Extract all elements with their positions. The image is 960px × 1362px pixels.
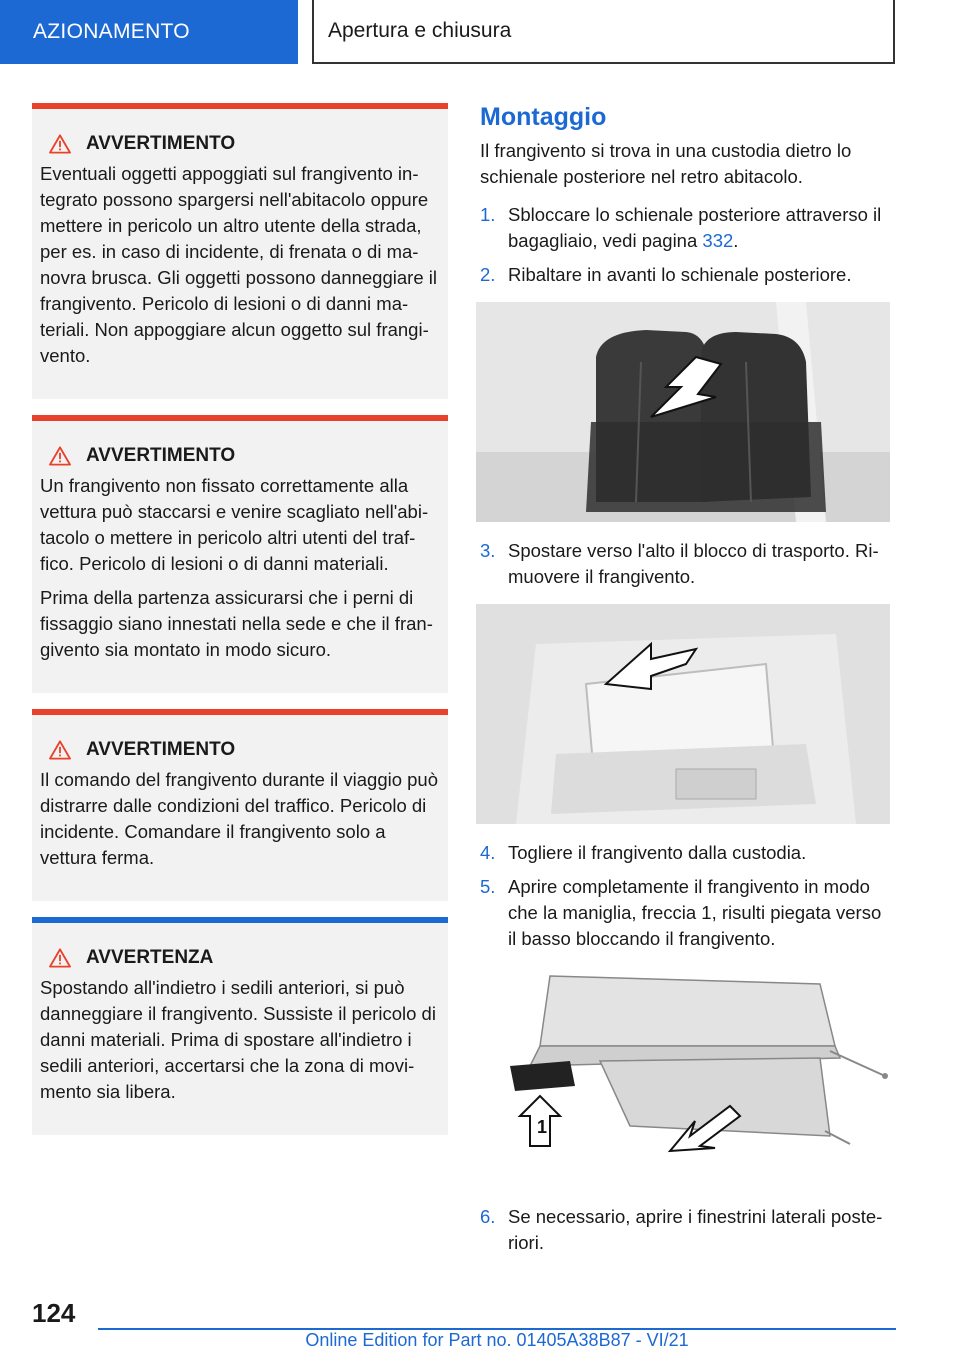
step-text: Sbloccare lo schienale posteriore attraverso il bagagliaio, vedi pagina 332.	[508, 204, 882, 251]
notice-title: AVVERTENZA	[86, 947, 214, 968]
warning-text: Un frangivento non fissato correttamente alla vettura può staccarsi e venire scagliato nell'abitacolo o mettere in pericolo altri utenti del traffico. Pericolo di lesioni o di danni materiali.	[40, 475, 429, 574]
warning-triangle-icon	[49, 134, 71, 154]
page-number: 124	[32, 1298, 76, 1328]
step-text: Togliere il frangivento dalla custodia.	[508, 842, 807, 863]
step-item	[480, 874, 892, 952]
warning-heading	[40, 445, 439, 467]
step-text: Se necessario, aprire i finestrini laterali posteriori.	[508, 1206, 883, 1253]
step-number: 3.	[480, 540, 496, 561]
warning-box-1	[32, 103, 448, 399]
instructions-column	[480, 103, 892, 1264]
step-item	[480, 1204, 892, 1256]
step-number: 1.	[480, 204, 496, 225]
warning-triangle-icon	[49, 446, 71, 466]
warning-heading	[40, 739, 439, 761]
step-item	[480, 262, 892, 288]
figure-callout-label: 1	[537, 1117, 548, 1137]
section-title: Montaggio	[480, 103, 607, 131]
step-item	[480, 202, 892, 254]
step-text: Ribaltare in avanti lo schienale posteriore.	[508, 264, 852, 285]
warning-text: Eventuali oggetti appoggiati sul frangivento integrato possono spargersi nell'abitacolo oppure mettere in pericolo un altro utente della strada, per es. in caso di incidente, di frenata o di manovra brusca. Gli oggetti possono danneggiare il frangivento. Pericolo di lesioni o di danni materiali. Non appoggiare alcun oggetto sul frangivento.	[40, 163, 437, 366]
step-number: 5.	[480, 876, 496, 897]
step-text: Aprire completamente il frangivento in modo che la maniglia, freccia 1, risulti piegata verso il basso bloccando il frangivento.	[508, 876, 882, 949]
warning-title: AVVERTIMENTO	[86, 445, 236, 466]
step-number: 4.	[480, 842, 496, 863]
notice-box	[32, 917, 448, 1135]
illustration-windscreen-unfolded	[490, 966, 890, 1188]
footer-edition: Online Edition for Part no. 01405A38B87 - VI/21	[305, 1330, 689, 1350]
warning-box-2	[32, 415, 448, 693]
notice-heading	[40, 947, 439, 969]
header-chapter-title: Apertura e chiusura	[312, 0, 895, 64]
warning-heading	[40, 133, 439, 155]
photo-transport-block	[476, 604, 890, 824]
warning-triangle-icon	[49, 948, 71, 968]
warnings-column	[32, 103, 448, 1147]
notice-text: Spostando all'indietro i sedili anteriori, si può danneggiare il frangivento. Sussiste il pericolo di danni materiali. Prima di spostare all'indietro i sedili anteriori, accertarsi che la zona di movimento sia libera.	[40, 977, 436, 1102]
step-item	[480, 840, 892, 866]
page-link[interactable]: 332	[702, 230, 734, 251]
photo-rear-seat-folded	[476, 302, 890, 522]
step-number: 2.	[480, 264, 496, 285]
warning-text: Prima della partenza assicurarsi che i perni di fissaggio siano innestati nella sede e che il frangivento sia montato in modo sicuro.	[40, 587, 433, 660]
header-section-tab: AZIONAMENTO	[0, 0, 298, 64]
step-number: 6.	[480, 1206, 496, 1227]
step-item	[480, 538, 892, 590]
step-text: Spostare verso l'alto il blocco di trasporto. Rimuovere il frangivento.	[508, 540, 879, 587]
warning-text: Il comando del frangivento durante il viaggio può distrarre dalle condizioni del traffico. Pericolo di incidente. Comandare il frangivento solo a vettura ferma.	[40, 769, 439, 868]
warning-title: AVVERTIMENTO	[86, 739, 236, 760]
warning-triangle-icon	[49, 740, 71, 760]
warning-box-3	[32, 709, 448, 901]
warning-title: AVVERTIMENTO	[86, 133, 236, 154]
section-intro: Il frangivento si trova in una custodia dietro lo schienale posteriore nel retro abitacolo.	[480, 140, 852, 187]
